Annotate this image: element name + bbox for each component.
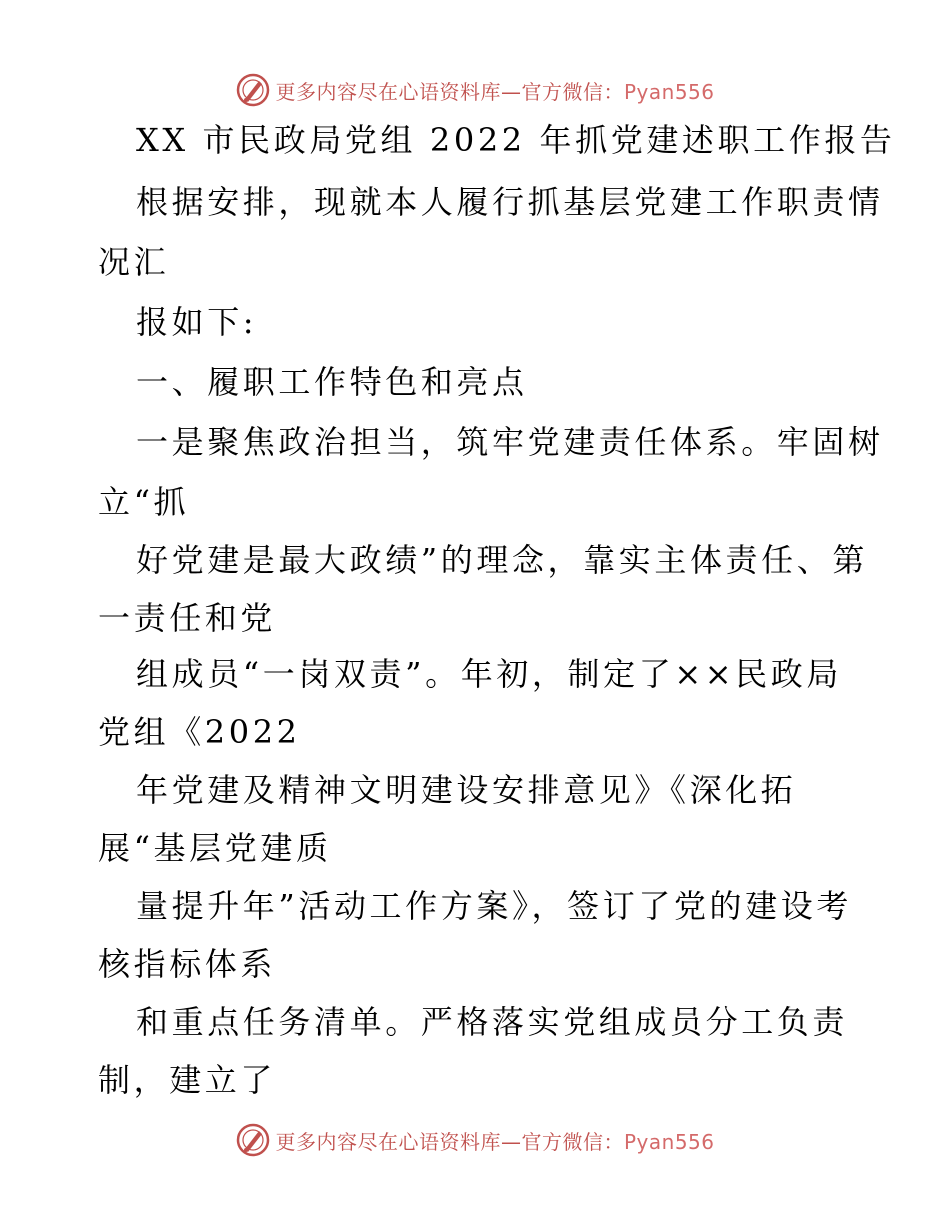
header-watermark [0,70,950,110]
watermark-text: 更多内容尽在心语资料库—官方微信：Pyan556 [275,79,715,104]
paragraph-line: 一是聚焦政治担当，筑牢党建责任体系。牢固树 [136,423,884,461]
paragraph-line: 量提升年”活动工作方案》，签订了党的建设考 [136,887,852,925]
pen-logo-icon [235,1122,271,1158]
paragraph-line: 和重点任务清单。严格落实党组成员分工负责 [136,1003,849,1041]
paragraph-line: 核指标体系 [98,945,277,983]
paragraph-line: 制，建立了 [98,1061,277,1099]
paragraph-line: 一责任和党 [98,599,277,637]
footer-watermark [0,1120,950,1160]
document-title: XX 市民政局党组 2022 年抓党建述职工作报告 [136,121,896,159]
paragraph-line: 根据安排，现就本人履行抓基层党建工作职责情 [136,183,884,221]
paragraph-line: 好党建是最大政绩”的理念，靠实主体责任、第 [136,541,868,579]
paragraph-line: 党组《2022 [98,713,301,751]
paragraph-line: 年党建及精神文明建设安排意见》《深化拓 [136,771,797,809]
section-heading: 一、履职工作特色和亮点 [136,363,528,401]
pen-logo-icon [235,72,271,108]
paragraph-line: 组成员“一岗双责”。年初，制定了××民政局 [136,655,842,693]
paragraph-line: 报如下: [136,303,258,341]
watermark-text: 更多内容尽在心语资料库—官方微信：Pyan556 [275,1129,715,1154]
paragraph-line: 展“基层党建质 [98,829,332,867]
paragraph-line: 立“抓 [98,483,190,521]
paragraph-line: 况汇 [98,243,170,281]
